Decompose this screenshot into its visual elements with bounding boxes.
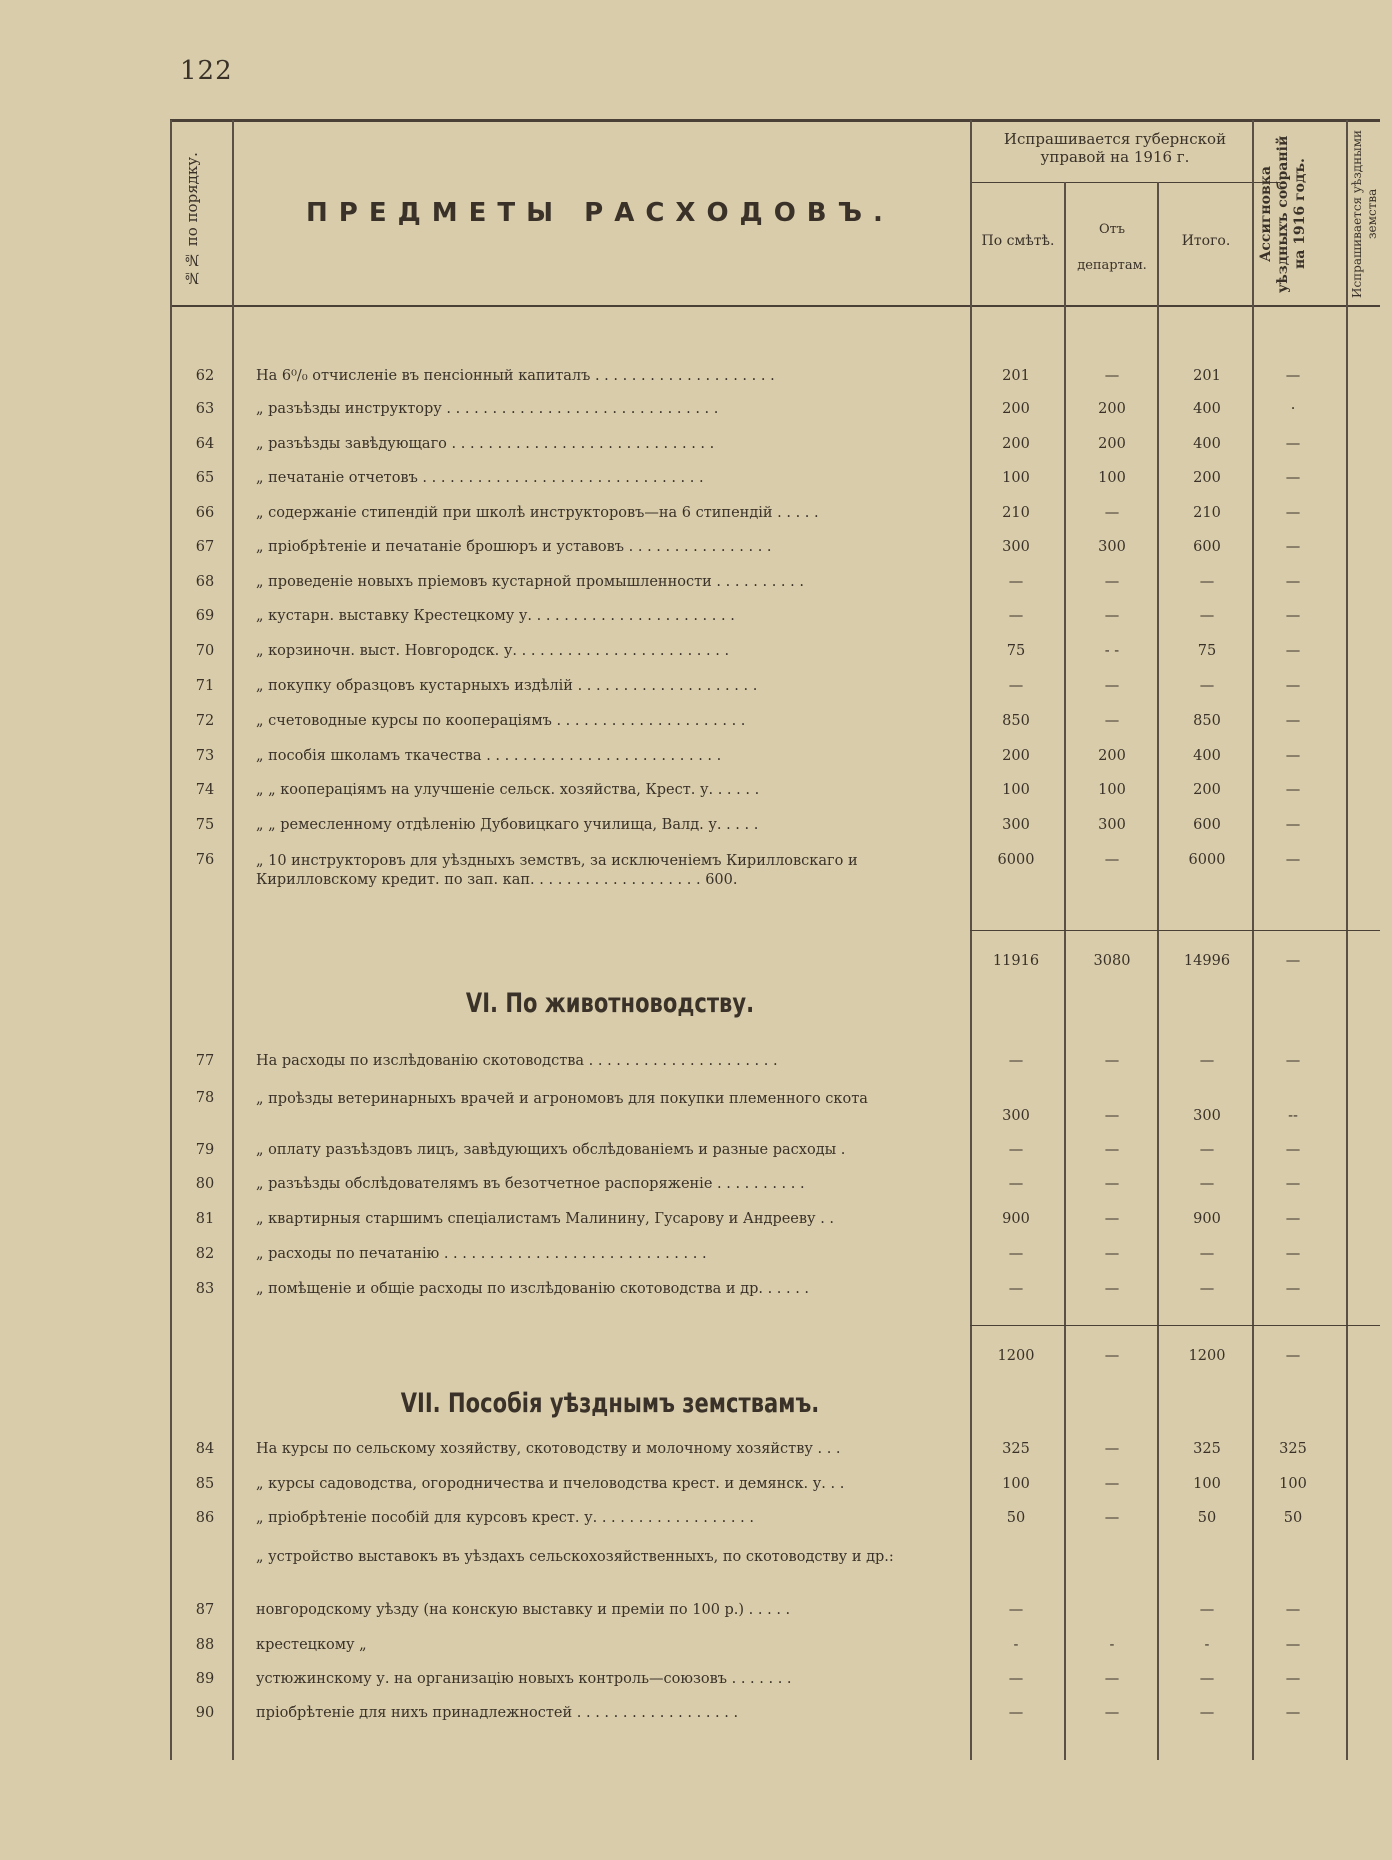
row-description: „ 10 инструкторовъ для уѣздныхъ земствъ, за исключеніемъ Кирилловскаго и Кирилловскому кредит. по зап. кап. . . . . . . . . . . . . . . . . . . 600. [256,853,858,888]
row-number: 65 [195,470,215,486]
row-description: „ разъѣзды завѣдующаго . . . . . . . . . . . . . . . . . . . . . . . . . . . . . [256,436,715,452]
subtotal-row-b [180,1348,1380,1376]
cell-assignment: · [1290,401,1296,417]
table-row [180,1476,1380,1504]
cell-assignment: 100 [1279,1476,1307,1492]
cell-total: 1200 [1188,1348,1226,1364]
page-number: 122 [180,56,233,86]
row-description: „ квартирныя старшимъ спеціалистамъ Малинину, Гусарову и Андрееву . . [256,1211,835,1227]
cell-total: — [1199,574,1215,590]
row-number: 73 [195,748,215,764]
table-row [180,1090,1380,1134]
cell-assignment: — [1285,1602,1301,1618]
table-row [180,1637,1380,1665]
cell-total: 201 [1193,368,1221,384]
row-number: 85 [195,1476,215,1492]
cell-from-dept: 3080 [1093,953,1131,969]
cell-total: 100 [1193,1476,1221,1492]
cell-by-estimate: 100 [1002,782,1030,798]
cell-assignment: — [1285,539,1301,555]
table-row [180,748,1380,776]
table-row [180,368,1380,396]
row-description: „ счетоводные курсы по коопераціямъ . . . . . . . . . . . . . . . . . . . . . [256,713,746,729]
row-number: 86 [195,1510,215,1526]
cell-total: 300 [1193,1108,1221,1124]
cell-by-estimate: 300 [1002,817,1030,833]
cell-from-dept: — [1104,852,1120,868]
cell-total: 325 [1193,1441,1221,1457]
cell-assignment: — [1285,368,1301,384]
cell-assignment: — [1285,852,1301,868]
row-description: „ курсы садоводства, огородничества и пчеловодства крест. и демянск. у. . . [256,1476,845,1492]
cell-total: — [1199,1142,1215,1158]
table-row [180,1441,1380,1469]
row-description: „ расходы по печатанію . . . . . . . . . . . . . . . . . . . . . . . . . . . . . [256,1246,707,1262]
table-row [180,713,1380,741]
cell-by-estimate: — [1008,1053,1024,1069]
cell-assignment: — [1285,953,1301,969]
cell-assignment: — [1285,1281,1301,1297]
group-header: Испрашивается губернской управой на 1916 г. [1003,130,1227,166]
cell-by-estimate: — [1008,1705,1024,1721]
row-number: 83 [195,1281,215,1297]
cell-assignment: 325 [1279,1441,1307,1457]
row-description: „ пріобрѣтеніе и печатаніе брошюръ и уставовъ . . . . . . . . . . . . . . . . [256,539,772,555]
row-description: устюжинскому у. на организацію новыхъ контроль—союзовъ . . . . . . . [256,1671,792,1687]
cell-total: 900 [1193,1211,1221,1227]
cell-from-dept: — [1104,1348,1120,1364]
cell-total: - [1204,1637,1210,1653]
table-row [180,1671,1380,1699]
cell-from-dept: — [1104,713,1120,729]
cell-from-dept: — [1104,1705,1120,1721]
cell-total: 850 [1193,713,1221,729]
table-row [180,1246,1380,1274]
row-number: 70 [195,643,215,659]
cell-assignment: -- [1288,1108,1298,1124]
row-number: 76 [195,852,215,868]
group-header-rule [972,182,1280,183]
cell-from-dept: 200 [1098,401,1126,417]
row-number: 82 [195,1246,215,1262]
row-description: „ оплату разъѣздовъ лицъ, завѣдующихъ обслѣдованіемъ и разные расходы . [256,1142,846,1158]
row-number: 62 [195,368,215,384]
table-row [180,1510,1380,1538]
table-row [180,1705,1380,1733]
table-row [180,1281,1380,1309]
cell-total: — [1199,1671,1215,1687]
table-row [180,436,1380,464]
num-column-header: №№ по порядку. [183,152,201,288]
row-number: 67 [195,539,215,555]
cell-by-estimate: — [1008,1246,1024,1262]
table-row [180,1602,1380,1630]
row-description: На курсы по сельскому хозяйству, скотоводству и молочному хозяйству . . . [256,1441,841,1457]
cell-by-estimate: 100 [1002,1476,1030,1492]
cell-by-estimate: — [1008,1142,1024,1158]
cell-assignment: — [1285,505,1301,521]
row-number: 72 [195,713,215,729]
row-number: 84 [195,1441,215,1457]
left-border [170,120,172,1760]
cell-assignment: — [1285,1348,1301,1364]
row-description: „ печатаніе отчетовъ . . . . . . . . . . . . . . . . . . . . . . . . . . . . . . . [256,470,704,486]
cell-total: 400 [1193,401,1221,417]
cell-assignment: — [1285,678,1301,694]
row-description: „ пріобрѣтеніе пособій для курсовъ крест. у. . . . . . . . . . . . . . . . . . [256,1510,754,1526]
row-number: 78 [195,1090,215,1106]
requested-header: Испрашивается уѣздными земства [1350,129,1379,299]
row-number: 63 [195,401,215,417]
table-row [180,852,1380,896]
cell-total: — [1199,1705,1215,1721]
cell-total: 6000 [1188,852,1226,868]
cell-by-estimate: 300 [1002,539,1030,555]
table-title: ПРЕДМЕТЫ РАСХОДОВЪ. [306,198,894,228]
row-number: 80 [195,1176,215,1192]
cell-from-dept: — [1104,1441,1120,1457]
cell-from-dept: - [1109,1637,1115,1653]
cell-from-dept: 200 [1098,436,1126,452]
cell-by-estimate: — [1008,678,1024,694]
row-number: 69 [195,608,215,624]
cell-by-estimate: 900 [1002,1211,1030,1227]
section-title-livestock: VI. По животноводству. [465,988,755,1019]
row-number: 81 [195,1211,215,1227]
row-description: „ кустарн. выставку Крестецкому у. . . . . . . . . . . . . . . . . . . . . . . [256,608,735,624]
row-number: 90 [195,1705,215,1721]
cell-from-dept: — [1104,1281,1120,1297]
cell-by-estimate: 1200 [997,1348,1035,1364]
cell-assignment: — [1285,1142,1301,1158]
cell-total: — [1199,608,1215,624]
table-row [180,678,1380,706]
cell-assignment: — [1285,1705,1301,1721]
cell-by-estimate: 850 [1002,713,1030,729]
assignment-header: Ассигновка уѣздныхъ собраній на 1916 годъ. [1258,135,1308,293]
row-description: „ „ ремесленному отдѣленію Дубовицкаго училища, Валд. у. . . . . [256,817,759,833]
row-number: 68 [195,574,215,590]
cell-from-dept: 100 [1098,782,1126,798]
cell-from-dept: — [1104,1476,1120,1492]
table-row [180,608,1380,636]
cell-from-dept: - - [1104,643,1120,659]
row-number: 71 [195,678,215,694]
cell-assignment: — [1285,1246,1301,1262]
cell-from-dept: — [1104,574,1120,590]
cell-from-dept: — [1104,1671,1120,1687]
cell-assignment: — [1285,574,1301,590]
cell-total: 200 [1193,470,1221,486]
cell-from-dept: — [1104,505,1120,521]
cell-assignment: — [1285,748,1301,764]
cell-assignment: — [1285,1176,1301,1192]
cell-total: 200 [1193,782,1221,798]
cell-from-dept: 300 [1098,539,1126,555]
cell-total: 400 [1193,748,1221,764]
cell-by-estimate: — [1008,1176,1024,1192]
cell-from-dept: — [1104,1176,1120,1192]
cell-total: — [1199,1053,1215,1069]
section-title-district-grants: VII. Пособія уѣзднымъ земствамъ. [400,1388,820,1419]
cell-from-dept: 300 [1098,817,1126,833]
cell-by-estimate: 200 [1002,748,1030,764]
table-row [180,470,1380,498]
total-header: Итого. [1181,233,1231,249]
row-description: крестецкому „ [256,1637,367,1653]
row-description: „ проведеніе новыхъ пріемовъ кустарной промышленности . . . . . . . . . . [256,574,804,590]
table-row [180,574,1380,602]
cell-by-estimate: 100 [1002,470,1030,486]
row-description: На 6⁰/₀ отчисленіе въ пенсіонный капиталъ . . . . . . . . . . . . . . . . . . . . [256,368,775,384]
cell-from-dept: — [1104,1211,1120,1227]
cell-total: 210 [1193,505,1221,521]
cell-assignment: — [1285,817,1301,833]
row-description: „ корзиночн. выст. Новгородск. у. . . . . . . . . . . . . . . . . . . . . . . . [256,643,730,659]
row-description: новгородскому уѣзду (на конскую выставку и преміи по 100 р.) . . . . . [256,1602,791,1618]
cell-from-dept: 200 [1098,748,1126,764]
row-number: 89 [195,1671,215,1687]
cell-from-dept: — [1104,608,1120,624]
cell-assignment: — [1285,470,1301,486]
cell-from-dept: — [1104,1246,1120,1262]
cell-by-estimate: — [1008,1281,1024,1297]
row-description: „ покупку образцовъ кустарныхъ издѣлій . . . . . . . . . . . . . . . . . . . . [256,678,758,694]
cell-by-estimate: 50 [1006,1510,1026,1526]
cell-by-estimate: 75 [1006,643,1026,659]
cell-from-dept: — [1104,368,1120,384]
cell-total: — [1199,1176,1215,1192]
top-rule [170,119,1380,122]
cell-by-estimate: - [1013,1637,1019,1653]
cell-total: 600 [1193,817,1221,833]
table-row [180,1176,1380,1204]
row-number: 88 [195,1637,215,1653]
cell-by-estimate: 200 [1002,401,1030,417]
cell-assignment: — [1285,713,1301,729]
cell-total: — [1199,1246,1215,1262]
cell-from-dept: — [1104,1510,1120,1526]
dept-header: Отъ департам. [1077,222,1147,273]
table-row [180,1211,1380,1239]
table-row [180,539,1380,567]
table-row [180,1548,1380,1592]
row-number: 77 [195,1053,215,1069]
table-row [180,817,1380,845]
cell-by-estimate: 11916 [992,953,1040,969]
subtotal-rule-b [970,1325,1380,1326]
row-description: На расходы по изслѣдованію скотоводства . . . . . . . . . . . . . . . . . . . . . [256,1053,778,1069]
table-row [180,401,1380,429]
cell-from-dept: — [1104,1108,1120,1124]
cell-by-estimate: — [1008,1671,1024,1687]
subtotal-row-a [180,953,1380,981]
cell-by-estimate: 200 [1002,436,1030,452]
cell-by-estimate: 201 [1002,368,1030,384]
cell-total: 400 [1193,436,1221,452]
cell-assignment: — [1285,1671,1301,1687]
row-description: „ „ кооперaціямъ на улучшеніе сельск. хозяйства, Крест. у. . . . . . [256,782,760,798]
row-description: „ устройство выставокъ въ уѣздахъ сельскохозяйственныхъ, по скотоводству и др.: [256,1549,894,1565]
row-number: 74 [195,782,215,798]
cell-from-dept: — [1104,1142,1120,1158]
cell-from-dept: — [1104,1053,1120,1069]
cell-by-estimate: — [1008,608,1024,624]
cell-total: — [1199,1602,1215,1618]
cell-total: — [1199,678,1215,694]
cell-by-estimate: — [1008,574,1024,590]
estimate-header: По смѣтѣ. [981,233,1055,249]
cell-from-dept: — [1104,678,1120,694]
cell-total: 50 [1197,1510,1217,1526]
cell-from-dept: 100 [1098,470,1126,486]
row-number: 75 [195,817,215,833]
table-row [180,1142,1380,1170]
cell-assignment: — [1285,1637,1301,1653]
cell-by-estimate: 6000 [997,852,1035,868]
row-description: пріобрѣтеніе для нихъ принадлежностей . . . . . . . . . . . . . . . . . . [256,1705,739,1721]
cell-assignment: — [1285,643,1301,659]
table-row [180,1053,1380,1081]
cell-by-estimate: — [1008,1602,1024,1618]
row-number: 64 [195,436,215,452]
cell-by-estimate: 325 [1002,1441,1030,1457]
cell-assignment: — [1285,1053,1301,1069]
row-number: 66 [195,505,215,521]
cell-total: — [1199,1281,1215,1297]
row-description: „ содержаніе стипендій при школѣ инструкторовъ—на 6 стипендій . . . . . [256,505,819,521]
row-description: „ разъѣзды обслѣдователямъ въ безотчетное распоряженіе . . . . . . . . . . [256,1176,805,1192]
row-number: 79 [195,1142,215,1158]
row-description: „ разъѣзды инструктору . . . . . . . . . . . . . . . . . . . . . . . . . . . . . . [256,401,719,417]
cell-assignment: — [1285,608,1301,624]
cell-by-estimate: 210 [1002,505,1030,521]
cell-assignment: 50 [1283,1510,1303,1526]
table-row [180,505,1380,533]
row-description: „ помѣщеніе и общіе расходы по изслѣдованію скотоводства и др. . . . . . [256,1281,810,1297]
cell-total: 75 [1197,643,1217,659]
row-number: 87 [195,1602,215,1618]
table-row [180,782,1380,810]
cell-total: 14996 [1183,953,1231,969]
cell-assignment: — [1285,1211,1301,1227]
row-description: „ проѣзды ветеринарныхъ врачей и агрономовъ для покупки племенного скота [256,1091,868,1107]
row-description: „ пособія школамъ ткачества . . . . . . . . . . . . . . . . . . . . . . . . . . [256,748,722,764]
table-row [180,643,1380,671]
cell-assignment: — [1285,436,1301,452]
cell-total: 600 [1193,539,1221,555]
cell-assignment: — [1285,782,1301,798]
header-bottom-rule [170,305,1380,307]
subtotal-rule-a [970,930,1380,931]
cell-by-estimate: 300 [1002,1108,1030,1124]
